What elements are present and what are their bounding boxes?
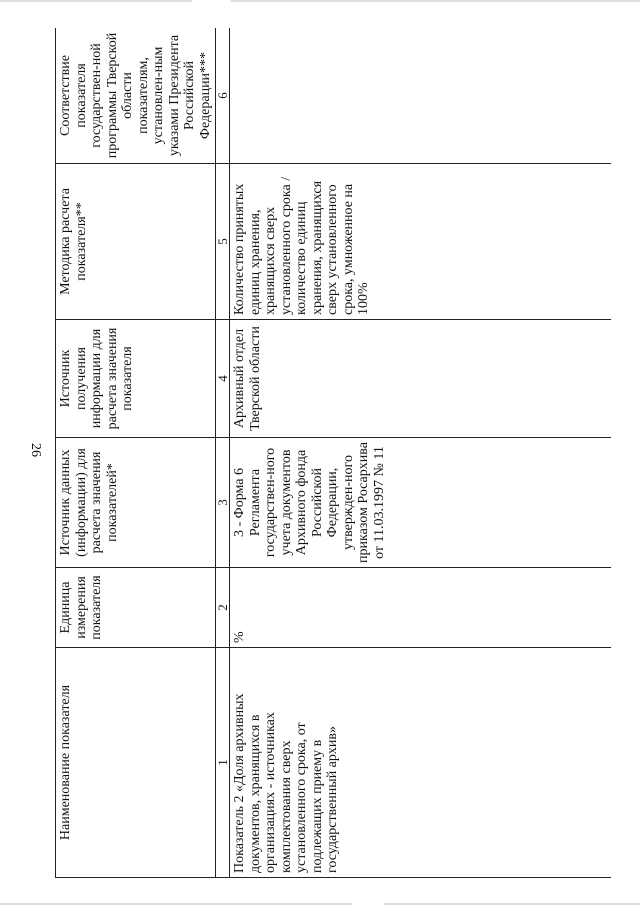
cell-unit: % [230, 568, 612, 648]
cell-method: Количество принятых единиц хранения, хранящихся сверх установленного срока / количество единиц хранения, хранящихся сверх установленного срока, умноженное на 100% [230, 164, 612, 320]
header-correspondence: Соответствие показателя государствен-ной программы Тверской области показателям, установлен-ным указами Президента Российской Федерации*** [56, 28, 216, 164]
column-number: 3 [216, 438, 230, 568]
scan-edge-top [0, 0, 640, 2]
column-number: 5 [216, 164, 230, 320]
cell-info-source: Архивный отдел Тверской области [230, 320, 612, 438]
cell-data-source: 3 - Форма 6 Регламента государствен-ного учета документов Архивного фонда Российской Федерации, утвержден-ного приказом Росархива от 11.03.1997 № 11 [230, 438, 612, 568]
header-unit: Единица измерения показателя [56, 568, 216, 648]
column-number: 6 [216, 28, 230, 164]
indicator-table [55, 28, 611, 878]
rotated-table-frame [55, 28, 611, 878]
rotated-content [55, 28, 611, 878]
header-info-source: Источник получения информации для расчета значения показателя [56, 320, 216, 438]
column-number: 1 [216, 648, 230, 878]
page-number: 26 [28, 443, 43, 457]
column-number: 2 [216, 568, 230, 648]
column-number-row [216, 28, 230, 878]
column-number: 4 [216, 320, 230, 438]
cell-correspondence [230, 28, 612, 164]
header-indicator-name: Наименование показателя [56, 648, 216, 878]
table-row [230, 28, 612, 878]
header-method: Методика расчета показателя** [56, 164, 216, 320]
header-data-source: Источник данных (информации) для расчета значения показателей* [56, 438, 216, 568]
header-row [56, 28, 216, 878]
cell-indicator-name: Показатель 2 «Доля архивных документов, хранящихся в организациях - источниках комплектования сверх установленного срока, от подлежащих приему в государственный архив» [230, 648, 612, 878]
